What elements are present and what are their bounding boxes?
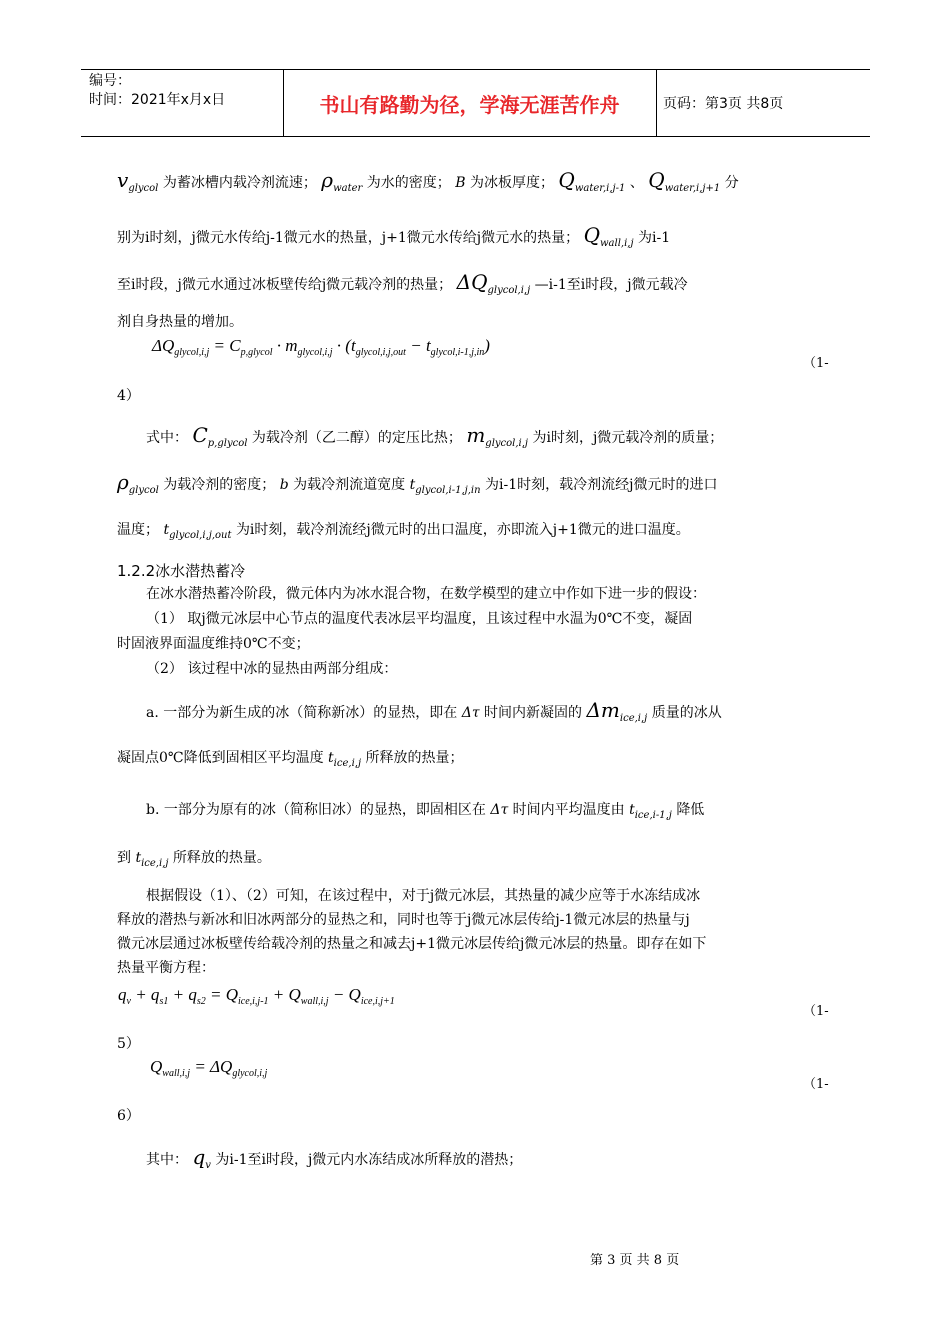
math-symbol: $t_{ice,i,j}$ — [135, 850, 169, 869]
math-symbol: $Q_{water,i,j+1}$ — [648, 168, 721, 194]
text: 其中： — [146, 1152, 188, 1168]
text: a. 一部分为新生成的冰（简称新冰）的显热，即在 — [146, 705, 458, 721]
text: 分 — [724, 175, 739, 191]
text: 温度； — [117, 522, 159, 538]
body-line — [117, 848, 271, 874]
body-line: 微元冰层通过冰板壁传给载冷剂的热量之和减去j+1微元冰层传给j微元冰层的热量。即存在如下 — [117, 936, 707, 952]
math-symbol: $\rho_{glycol}$ — [117, 470, 159, 496]
math-symbol: $t_{glycol,i,j,out}$ — [163, 522, 232, 541]
text: 为i-1 — [638, 230, 671, 246]
text: 为载冷剂流道宽度 — [293, 477, 406, 493]
page-footer: 第 3 页 共 8 页 — [590, 1253, 680, 1268]
math-symbol: B — [455, 175, 466, 191]
header-motto: 书山有路勤为径，学海无涯苦作舟 — [319, 92, 620, 117]
page-header — [81, 69, 870, 137]
body-line — [117, 748, 464, 774]
body-line — [146, 800, 704, 826]
equation-number: （1- — [803, 1077, 829, 1092]
body-line — [117, 520, 690, 546]
text: 至i时段，j微元水通过冰板壁传给j微元载冷剂的热量； — [117, 277, 453, 293]
text: 为i时刻，j微元载冷剂的质量； — [532, 430, 724, 446]
body-line — [146, 700, 722, 729]
math-symbol: b — [279, 477, 289, 493]
text: 质量的冰从 — [651, 705, 722, 721]
text: 为载冷剂的密度； — [163, 477, 276, 493]
math-symbol: $\Delta m_{ice,i,j}$ — [586, 698, 648, 724]
equation-number: （1- — [803, 356, 829, 371]
text: 所释放的热量。 — [172, 850, 271, 866]
body-line: 时固液界面温度维持0℃不变； — [117, 636, 310, 652]
section-heading: 1.2.2冰水潜热蓄冷 — [117, 562, 246, 580]
body-line: 在冰水潜热蓄冷阶段，微元体内为冰水混合物，在数学模型的建立中作如下进一步的假设： — [146, 586, 706, 602]
text: 到 — [117, 850, 131, 866]
text: 为水的密度； — [366, 175, 451, 191]
body-line — [117, 170, 739, 199]
body-line — [146, 425, 723, 454]
text: 降低 — [676, 802, 705, 818]
text: 所释放的热量； — [365, 750, 464, 766]
equation-number-cont: 6） — [117, 1108, 140, 1124]
math-symbol: $Q_{water,i,j-1}$ — [558, 168, 626, 194]
body-line — [117, 472, 717, 501]
number-label: 编号： — [89, 73, 131, 89]
text: b. 一部分为原有的冰（简称旧冰）的显热，即固相区在 — [146, 802, 486, 818]
text: —i-1至i时段，j微元载冷 — [534, 277, 688, 293]
text: 时间内平均温度由 — [512, 802, 625, 818]
body-line — [117, 225, 670, 254]
math-symbol: $t_{ice,i-1,j}$ — [629, 802, 672, 821]
math-symbol: Δτ — [490, 802, 509, 818]
text: 、 — [629, 175, 644, 191]
equation-1-6: $Q_{wall,i,j} = \Delta Q_{glycol,i,j}$ — [150, 1057, 268, 1079]
time-label: 时间：2021年x月x日 — [89, 92, 226, 108]
equation-1-4: $\Delta Q_{glycol,i,j} = C_{p,glycol} \cdot m_{glycol,i,j} \cdot (t_{glycol,i,j,out} - t_{glycol,i-1,j,in})$ — [152, 336, 490, 358]
math-symbol: $C_{p,glycol}$ — [192, 423, 248, 449]
header-page-label: 页码：第3页 共8页 — [663, 96, 784, 112]
math-symbol: $t_{ice,i,j}$ — [328, 750, 362, 769]
text: 为载冷剂（乙二醇）的定压比热； — [251, 430, 462, 446]
text: 为蓄冰槽内载冷剂流速； — [162, 175, 317, 191]
equation-number: （1- — [803, 1004, 829, 1019]
equation-number-cont: 4） — [117, 388, 140, 404]
text: 为i-1时刻，载冷剂流经j微元时的进口 — [485, 477, 718, 493]
math-symbol: $\rho_{water}$ — [321, 168, 363, 194]
text: 别为i时刻，j微元水传给j-1微元水的热量，j+1微元水传给j微元水的热量； — [117, 230, 580, 246]
text: 为i-1至i时段，j微元内水冻结成冰所释放的潜热； — [215, 1152, 523, 1168]
text: 式中： — [146, 430, 188, 446]
math-symbol: $q_v$ — [192, 1145, 211, 1171]
math-symbol: $v_{glycol}$ — [117, 168, 159, 194]
equation-number-cont: 5） — [117, 1036, 140, 1052]
text: 时间内新凝固的 — [484, 705, 583, 721]
math-symbol: $\Delta Q_{glycol,i,j}$ — [456, 270, 531, 296]
header-meta — [89, 72, 279, 110]
equation-1-5: $q_v + q_{s1} + q_{s2} = Q_{ice,i,j-1} + Q_{wall,i,j} - Q_{ice,i,j+1}$ — [118, 985, 395, 1007]
body-line: 热量平衡方程： — [117, 960, 215, 976]
header-divider — [656, 70, 657, 136]
body-line: 释放的潜热与新冰和旧冰两部分的显热之和，同时也等于j微元冰层传给j-1微元冰层的热量与j — [117, 912, 690, 928]
math-symbol: $t_{glycol,i-1,j,in}$ — [409, 477, 481, 496]
body-line: 剂自身热量的增加。 — [117, 314, 243, 330]
body-line — [117, 272, 688, 301]
text: 为冰板厚度； — [469, 175, 554, 191]
body-line: （1） 取j微元冰层中心节点的温度代表冰层平均温度，且该过程中水温为0℃不变，凝固 — [146, 611, 693, 627]
body-line: （2） 该过程中冰的显热由两部分组成： — [146, 661, 398, 677]
text: 凝固点0℃降低到固相区平均温度 — [117, 750, 324, 766]
math-symbol: Δτ — [461, 705, 480, 721]
body-line — [146, 1147, 522, 1176]
text: 为i时刻，载冷剂流经j微元时的出口温度，亦即流入j+1微元的进口温度。 — [235, 522, 690, 538]
body-line: 根据假设（1）、（2）可知，在该过程中，对于j微元冰层，其热量的减少应等于水冻结成冰 — [146, 888, 701, 904]
math-symbol: $m_{glycol,i,j}$ — [466, 423, 529, 449]
math-symbol: $Q_{wall,i,j}$ — [583, 223, 634, 249]
